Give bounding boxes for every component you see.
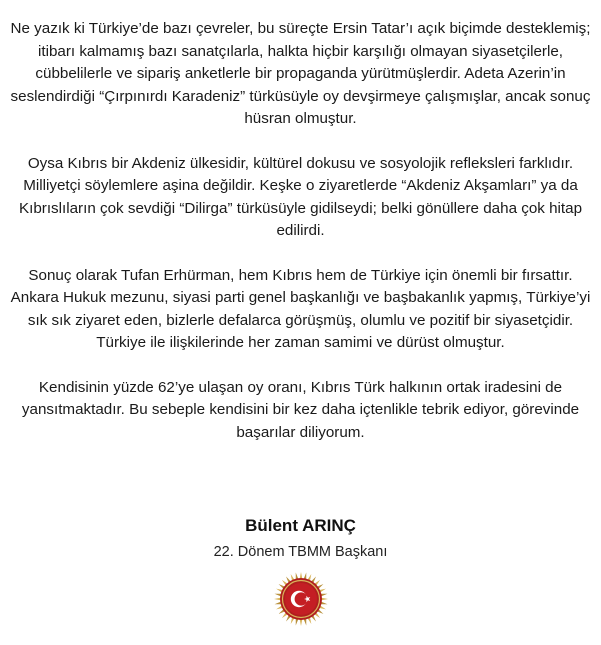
- emblem-ray: [300, 572, 303, 579]
- paragraph-3: Sonuç olarak Tufan Erhürman, hem Kıbrıs hem de Türkiye için önemli bir fırsattır. Ankara Hukuk mezunu, siyasi parti genel başkanlığı ve başbakanlık yapmış, Türkiye’yi sık sık ziyaret eden, bizlerle defalarca görüşmüş, olumlu ve pozitif bir siyasetçidir. Türkiye ile ilişkilerinde her zaman samimi ve dürüst olmuştur.: [10, 266, 591, 351]
- tbmm-emblem-icon: [273, 571, 329, 627]
- paragraph-2: Oysa Kıbrıs bir Akdeniz ülkesidir, kültürel dokusu ve sosyolojik refleksleri farklıdır. Milliyetçi söylemlere aşina değildir. Keşke o ziyaretlerde “Akdeniz Akşamları” ya da Kıbrıslıların çok sevdiği “Dilirga” türküsüyle gidilseydi; belki gönüllere daha çok hitap edilirdi.: [18, 154, 583, 239]
- emblem-ray: [274, 598, 281, 601]
- letter-body: [0, 18, 601, 444]
- paragraph-1: Ne yazık ki Türkiye’de bazı çevreler, bu süreçte Ersin Tatar’ı açık biçimde desteklemiş; itibarı kalmamış bazı sanatçılarla, halkta hiçbir karşılığı olmayan siyasetçilerle, cübbelilerle ve sipariş anketlerle bir propaganda yürütmüşlerdir. Adeta Azerin’in seslendirdiği “Çırpınırdı Karadeniz” türküsüyle oy devşirmeye çalışmışlar, ancak sonuç hüsran olmuştur.: [10, 20, 591, 127]
- paragraph-4: Kendisinin yüzde 62’ye ulaşan oy oranı, Kıbrıs Türk halkının ortak iradesini de yansıtmaktadır. Bu sebeple kendisini bir kez daha içtenlikle tebrik ediyor, görevinde başarılar diliyorum.: [21, 378, 580, 441]
- signature-name: Bülent ARINÇ: [245, 516, 356, 535]
- emblem-ray: [321, 598, 328, 601]
- emblem-ray: [300, 619, 303, 626]
- signature-title: 22. Dönem TBMM Başkanı: [213, 544, 388, 560]
- signature-block: [0, 515, 601, 562]
